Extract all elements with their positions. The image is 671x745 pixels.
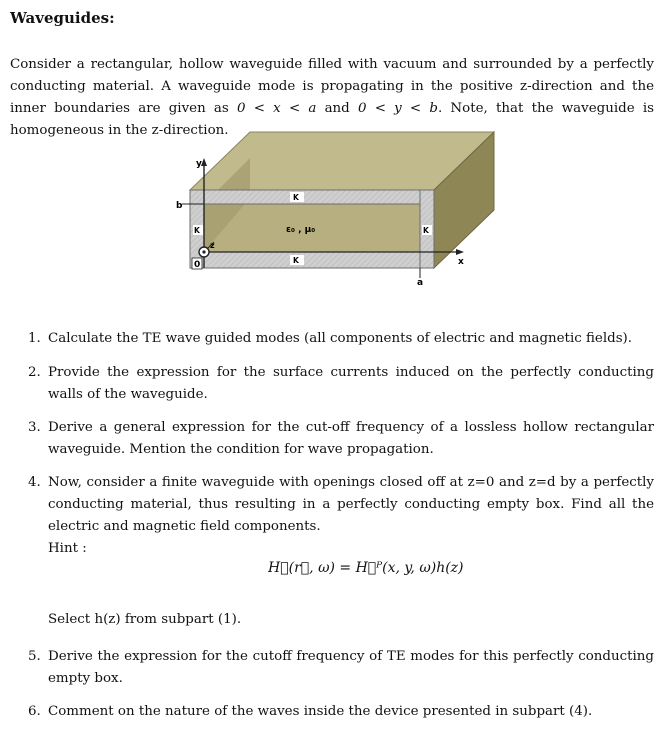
label-origin: 0 (194, 260, 201, 270)
label-a: a (417, 278, 424, 288)
select-note: Select h(z) from subpart (1). (48, 612, 242, 627)
intro-text-1: Consider a rectangular, hollow waveguide filled with vacuum and surrounded by a perfectly conducting material. A waveguide mode is propagating in the positive z-direction and the inner boundaries are given as (10, 57, 654, 116)
label-k-bottom: K (293, 256, 299, 265)
item-number: 1. (28, 331, 41, 346)
item-number: 3. (28, 420, 41, 435)
label-b: b (176, 201, 183, 211)
wall-bottom (190, 252, 434, 268)
question-item-6 (28, 701, 654, 723)
label-k-left: K (194, 226, 200, 235)
label-k-right: K (423, 226, 429, 235)
page-title: Waveguides: (10, 9, 115, 27)
inequality-x: 0 < x < a (237, 101, 317, 116)
item-text: Derive a general expression for the cut-off frequency of a lossless hollow rectangular waveguide. Mention the condition for wave propagation. (48, 420, 654, 457)
item-number: 4. (28, 475, 41, 490)
question-item-2 (28, 362, 654, 406)
item-text: Comment on the nature of the waves inside the device presented in subpart (4). (48, 704, 593, 719)
hint-label: Hint : (48, 541, 87, 556)
label-medium: ε₀ , μ₀ (286, 225, 316, 235)
label-z: z (210, 241, 215, 250)
question-item-1 (28, 328, 654, 350)
hint-equation: H⃗(r⃗, ω) = H⃗ᴾ(x, y, ω)h(z) (268, 560, 464, 576)
wall-top (190, 190, 434, 204)
intro-and: and (316, 101, 358, 116)
label-k-top: K (293, 193, 299, 202)
item-number: 6. (28, 704, 41, 719)
inequality-y: 0 < y < b (357, 101, 438, 116)
question-item-3 (28, 417, 654, 461)
question-item-4 (28, 472, 654, 560)
intro-text-2: . Note, that the waveguide is homogeneous in the z-direction. (10, 101, 654, 138)
waveguide-figure (170, 128, 500, 290)
item-text: Calculate the TE wave guided modes (all components of electric and magnetic fields). (48, 331, 633, 346)
label-y: y (196, 159, 202, 169)
label-x: x (458, 257, 464, 267)
x-axis-arrow (456, 249, 464, 255)
item-text: Now, consider a finite waveguide with openings closed off at z=0 and z=d by a perfectly conducting material, thus resulting in a perfectly conducting empty box. Find all the electric and magnetic field components. (48, 475, 654, 534)
item-text: Derive the expression for the cutoff frequency of TE modes for this perfectly conducting empty box. (48, 649, 654, 686)
item-text: Provide the expression for the surface currents induced on the perfectly conducting walls of the waveguide. (48, 365, 654, 402)
y-axis-arrow (201, 158, 207, 166)
question-item-5 (28, 646, 654, 690)
item-number: 2. (28, 365, 41, 380)
item-number: 5. (28, 649, 41, 664)
